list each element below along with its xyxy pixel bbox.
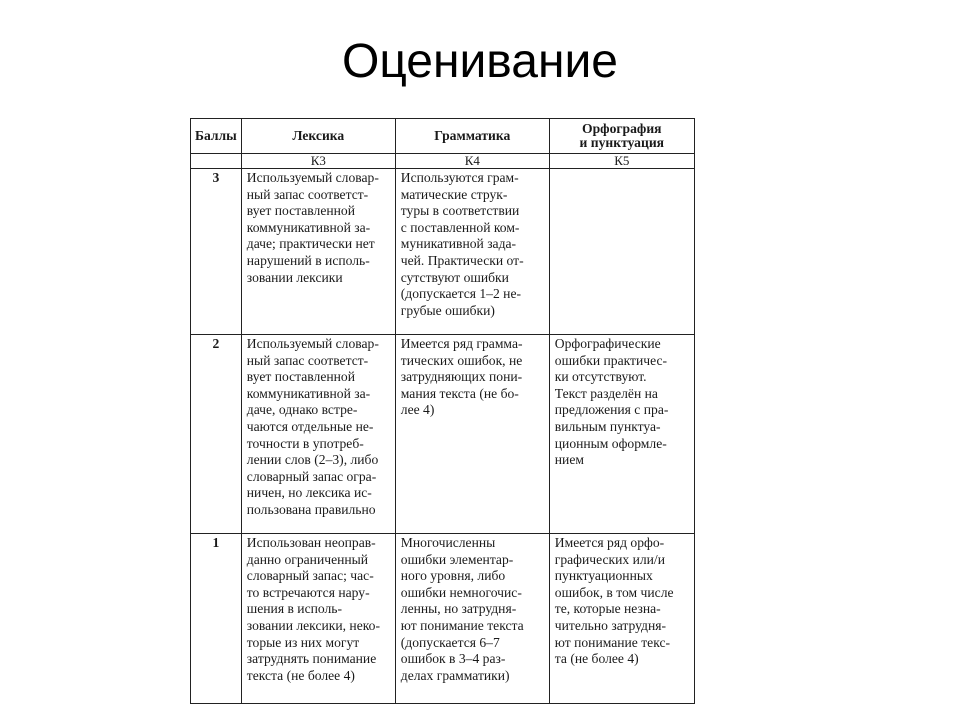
code-orthography: К5 [549,154,694,169]
criteria-code-row [191,154,695,169]
code-lexis: К3 [241,154,395,169]
slide-title: Оценивание [342,35,618,88]
score-value: 1 [191,534,242,704]
grammar-description: Имеется ряд грамма- тических ошибок, не затрудняющих пони- мания текста (не бо- лее 4) [395,335,549,534]
code-score [191,154,242,169]
grammar-description: Многочисленны ошибки элементар- ного уровня, либо ошибки немногочис- ленны, но затрудня- ют понимание текста (допускается 6–7 ошибок в 3–4 раз- делах грамматики) [395,534,549,704]
header-orthography: Орфография и пунктуация [549,119,694,154]
scoring-table [190,118,695,704]
orthography-description [549,169,694,335]
table-row [191,335,695,534]
score-value: 3 [191,169,242,335]
code-grammar: К4 [395,154,549,169]
header-grammar: Грамматика [395,119,549,154]
header-lexis: Лексика [241,119,395,154]
table-row [191,534,695,704]
grammar-description: Используются грам- матические струк- туры в соответствии с поставленной ком- муникативной зада- чей. Практически от- сутствуют ошибки (допускается 1–2 не- грубые ошибки) [395,169,549,335]
orthography-description: Орфографические ошибки практичес- ки отсутствуют. Текст разделён на предложения с пра- вильным пунктуа- ционным оформле- нием [549,335,694,534]
lexis-description: Использован неоправ- данно ограниченный словарный запас; час- то встречаются нару- шения в исполь- зовании лексики, неко- торые из них могут затруднять понимание текста (не более 4) [241,534,395,704]
lexis-description: Используемый словар- ный запас соответст- вует поставленной коммуникативной за- даче; практически нет нарушений в исполь- зовании лексики [241,169,395,335]
table-row [191,169,695,335]
orthography-description: Имеется ряд орфо- графических или/и пунктуационных ошибок, в том числе те, которые незна- чительно затрудня- ют понимание текс- та (не более 4) [549,534,694,704]
header-score: Баллы [191,119,242,154]
lexis-description: Используемый словар- ный запас соответст- вует поставленной коммуникативной за- даче, однако встре- чаются отдельные не- точности в употреб- лении слов (2–3), либо словарный запас огра- ничен, но лексика ис- пользована правильно [241,335,395,534]
header-row [191,119,695,154]
score-value: 2 [191,335,242,534]
